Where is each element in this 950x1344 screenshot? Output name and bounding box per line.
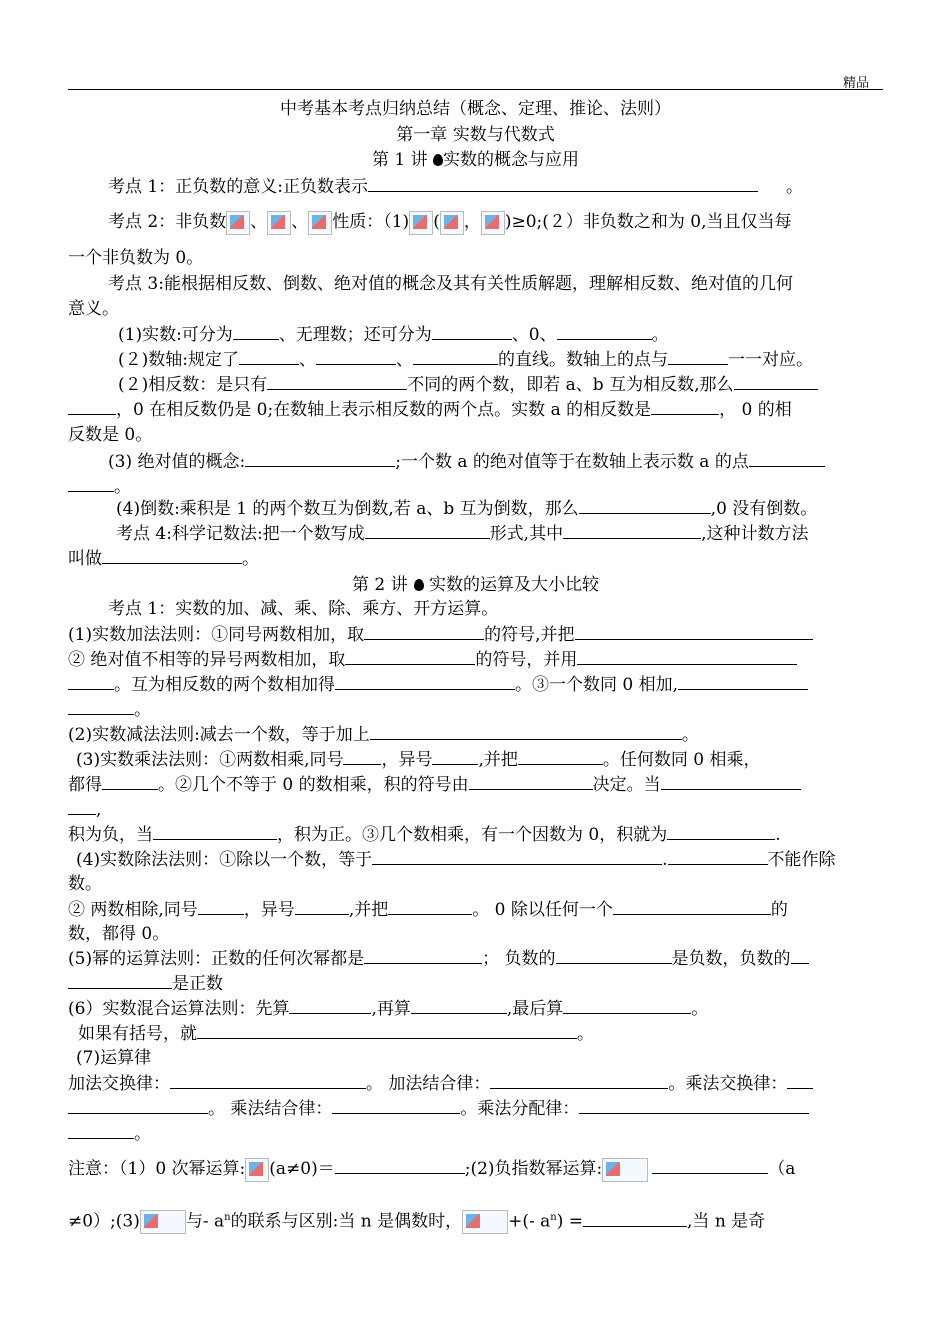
opposite-line: (２)相反数：是只有 不同的两个数，即若 a、b 互为相反数,那么 [68,372,933,396]
note-line: 注意：（1）0 次幂运算: (a≠0)＝ ;(2)负指数幂运算: （a [68,1156,883,1180]
lecture-2-point-1: 考点 1：实数的加、减、乘、除、乘方、开方运算。 [108,599,499,619]
blank-field[interactable] [668,347,728,365]
header-brand: 精品 [843,76,870,91]
text-line: 数，都得 0。 [68,924,170,944]
point-2-line: 考点 2：非负数 、 、 性质：（1) ( ， )≥0;(２）非负数之和为 0,当且仅当每 [68,210,923,234]
blank-field[interactable] [678,672,808,690]
blank-field[interactable] [335,672,515,690]
power-rule-line: (5)幂的运算法则：正数的任何次幂都是 ； 负数的 是负数，负数的 [68,946,883,970]
blank-field[interactable] [102,772,158,790]
formula-image-icon [226,211,250,235]
blank-field[interactable] [613,897,771,915]
formula-image-icon [140,1210,186,1234]
blank-field[interactable] [68,397,116,415]
text-line: 。 [68,697,883,721]
blank-field[interactable] [652,1156,768,1174]
blank-field[interactable] [267,372,407,390]
blank-field[interactable] [332,1096,460,1114]
blank-field[interactable] [583,1209,687,1227]
formula-image-icon [409,211,433,235]
blank-field[interactable] [102,546,242,564]
blank-field[interactable] [68,672,114,690]
formula-image-icon [245,1158,269,1182]
addition-rule-line: (1)实数加法法则：①同号两数相加，取 的符号,并把 [68,622,883,646]
blank-field[interactable] [490,1071,668,1089]
blank-field[interactable] [316,347,396,365]
real-number-line: (1)实数:可分为 、无理数；还可分为 、0、 。 [68,322,933,346]
blank-field[interactable] [343,747,381,765]
blank-field[interactable] [518,747,603,765]
text-line: 叫做 。 [68,546,883,570]
point-1-line: 考点 1：正负数的意义:正负数表示 。 [68,174,923,198]
blank-field[interactable] [668,847,768,865]
blank-field[interactable] [295,897,349,915]
blank-field[interactable] [153,822,277,840]
text-line: 数。 [68,874,102,894]
blank-field[interactable] [432,322,512,340]
blank-field[interactable] [577,647,797,665]
text-line: 积为负，当 ，积为正。③几个数相乘，有一个因数为 0，积就为 . [68,822,883,846]
blank-field[interactable] [661,772,801,790]
multiplication-rule-line: (3)实数乘法法则：①两数相乘,同号 ，异号 ,并把 。任何数同 0 相乘， [68,747,891,771]
blank-field[interactable] [556,946,672,964]
text-line: 。互为相反数的两个数相加得 。③一个数同 0 相加, [68,672,883,696]
header-rule [68,89,883,90]
formula-image-icon [308,211,332,235]
blank-field[interactable] [411,996,507,1014]
blank-field[interactable] [651,397,719,415]
lecture-2-title: 第 2 讲 实数的运算及大小比较 [351,575,600,595]
text-line: ② 两数相除,同号 ，异号 ,并把 。 0 除以任何一个 的 [68,897,883,921]
blank-field[interactable] [345,647,475,665]
blank-field[interactable] [197,1021,577,1039]
blank-field[interactable] [667,822,775,840]
blank-field[interactable] [364,622,484,640]
absolute-value-line: (3) 绝对值的概念: ;一个数 a 的绝对值等于在数轴上表示数 a 的点 [68,449,923,473]
blank-field[interactable] [233,322,279,340]
text-line: , [68,797,883,821]
blank-field[interactable] [68,797,96,815]
lecture-1-title: 第 1 讲 实数的概念与应用 [371,150,580,170]
point-3-line: 考点 3:能根据相反数、倒数、绝对值的概念及其有关性质解题，理解相反数、绝对值的几何 [108,274,793,294]
drop-icon [433,154,443,166]
blank-field[interactable] [372,847,662,865]
blank-field[interactable] [734,372,818,390]
reciprocal-line: (4)倒数:乘积是 1 的两个数互为倒数,若 a、b 互为倒数，那么 ,0 没有倒数。 [68,496,931,520]
blank-field[interactable] [432,747,478,765]
formula-image-icon [267,211,291,235]
blank-field[interactable] [68,1121,134,1139]
formula-image-icon [440,211,464,235]
text-line: ② 绝对值不相等的异号两数相加，取 的符号，并用 [68,647,883,671]
text-line: 是正数 [68,971,883,995]
blank-field[interactable] [787,1071,813,1089]
blank-field[interactable] [68,697,134,715]
blank-field[interactable] [413,347,498,365]
blank-field[interactable] [791,946,809,964]
blank-field[interactable] [68,1096,208,1114]
drop-icon [414,579,424,591]
laws-title: (7)运算律 [76,1048,152,1068]
division-rule-line: (4)实数除法法则：①除以一个数，等于 . 不能作除 [68,847,891,871]
main-title: 中考基本考点归纳总结（概念、定理、推论、法则） [280,99,671,119]
blank-field[interactable] [364,946,482,964]
blank-field[interactable] [563,521,701,539]
blank-field[interactable] [68,971,172,989]
subtraction-rule-line: (2)实数减法法则:减去一个数，等于加上 。 [68,722,883,746]
formula-image-icon [462,1210,508,1234]
blank-field[interactable] [749,449,825,467]
blank-field[interactable] [370,722,682,740]
number-axis-line: (２)数轴:规定了 、 、 的直线。数轴上的点与 一一对应。 [68,347,933,371]
laws-line: 加法交换律： 。 加法结合律： 。乘法交换律： [68,1071,883,1095]
blank-field[interactable] [563,996,691,1014]
blank-field[interactable] [170,1071,366,1089]
blank-field[interactable] [579,496,711,514]
blank-field[interactable] [575,622,813,640]
text-line: 都得 。②几个不等于 0 的数相乘，积的符号由 决定。当 [68,772,883,796]
blank-field[interactable] [388,897,472,915]
note-line: ≠0）;(3) 与- $a^n$的联系与区别:当 n 是偶数时， +(- $a^n$) = ,当 n 是奇 [68,1206,883,1236]
blank-field[interactable] [239,347,299,365]
blank-field[interactable] [68,474,114,492]
text-line: 。 [68,1121,883,1145]
chapter-title: 第一章 实数与代数式 [396,125,555,145]
point-4-line: 考点 4:科学记数法:把一个数写成 形式,其中 ,这种计数方法 [68,521,931,545]
blank-field[interactable] [469,772,593,790]
blank-field[interactable] [335,1156,465,1174]
text-line: ，0 在相反数仍是 0;在数轴上表示相反数的两个点。实数 a 的相反数是 ， 0 的相 [68,397,883,421]
blank-field[interactable] [198,897,244,915]
blank-field[interactable] [289,996,371,1014]
text-line: 。 [68,474,883,498]
formula-image-icon [481,211,505,235]
text-line: 意义。 [68,299,119,319]
formula-image-icon [602,1158,648,1182]
blank-field[interactable] [557,322,652,340]
text-line: 。 乘法结合律： 。乘法分配律： [68,1096,883,1120]
blank-field[interactable] [365,521,490,539]
mixed-operation-line: (6）实数混合运算法则：先算 ,再算 ,最后算 。 [68,996,883,1020]
text-line: 反数是 0。 [68,425,153,445]
text-line: 如果有括号，就 。 [68,1021,893,1045]
blank-field[interactable] [245,449,395,467]
text-line: 一个非负数为 0。 [68,248,204,268]
blank-field[interactable] [579,1096,809,1114]
blank-field[interactable] [368,174,758,192]
